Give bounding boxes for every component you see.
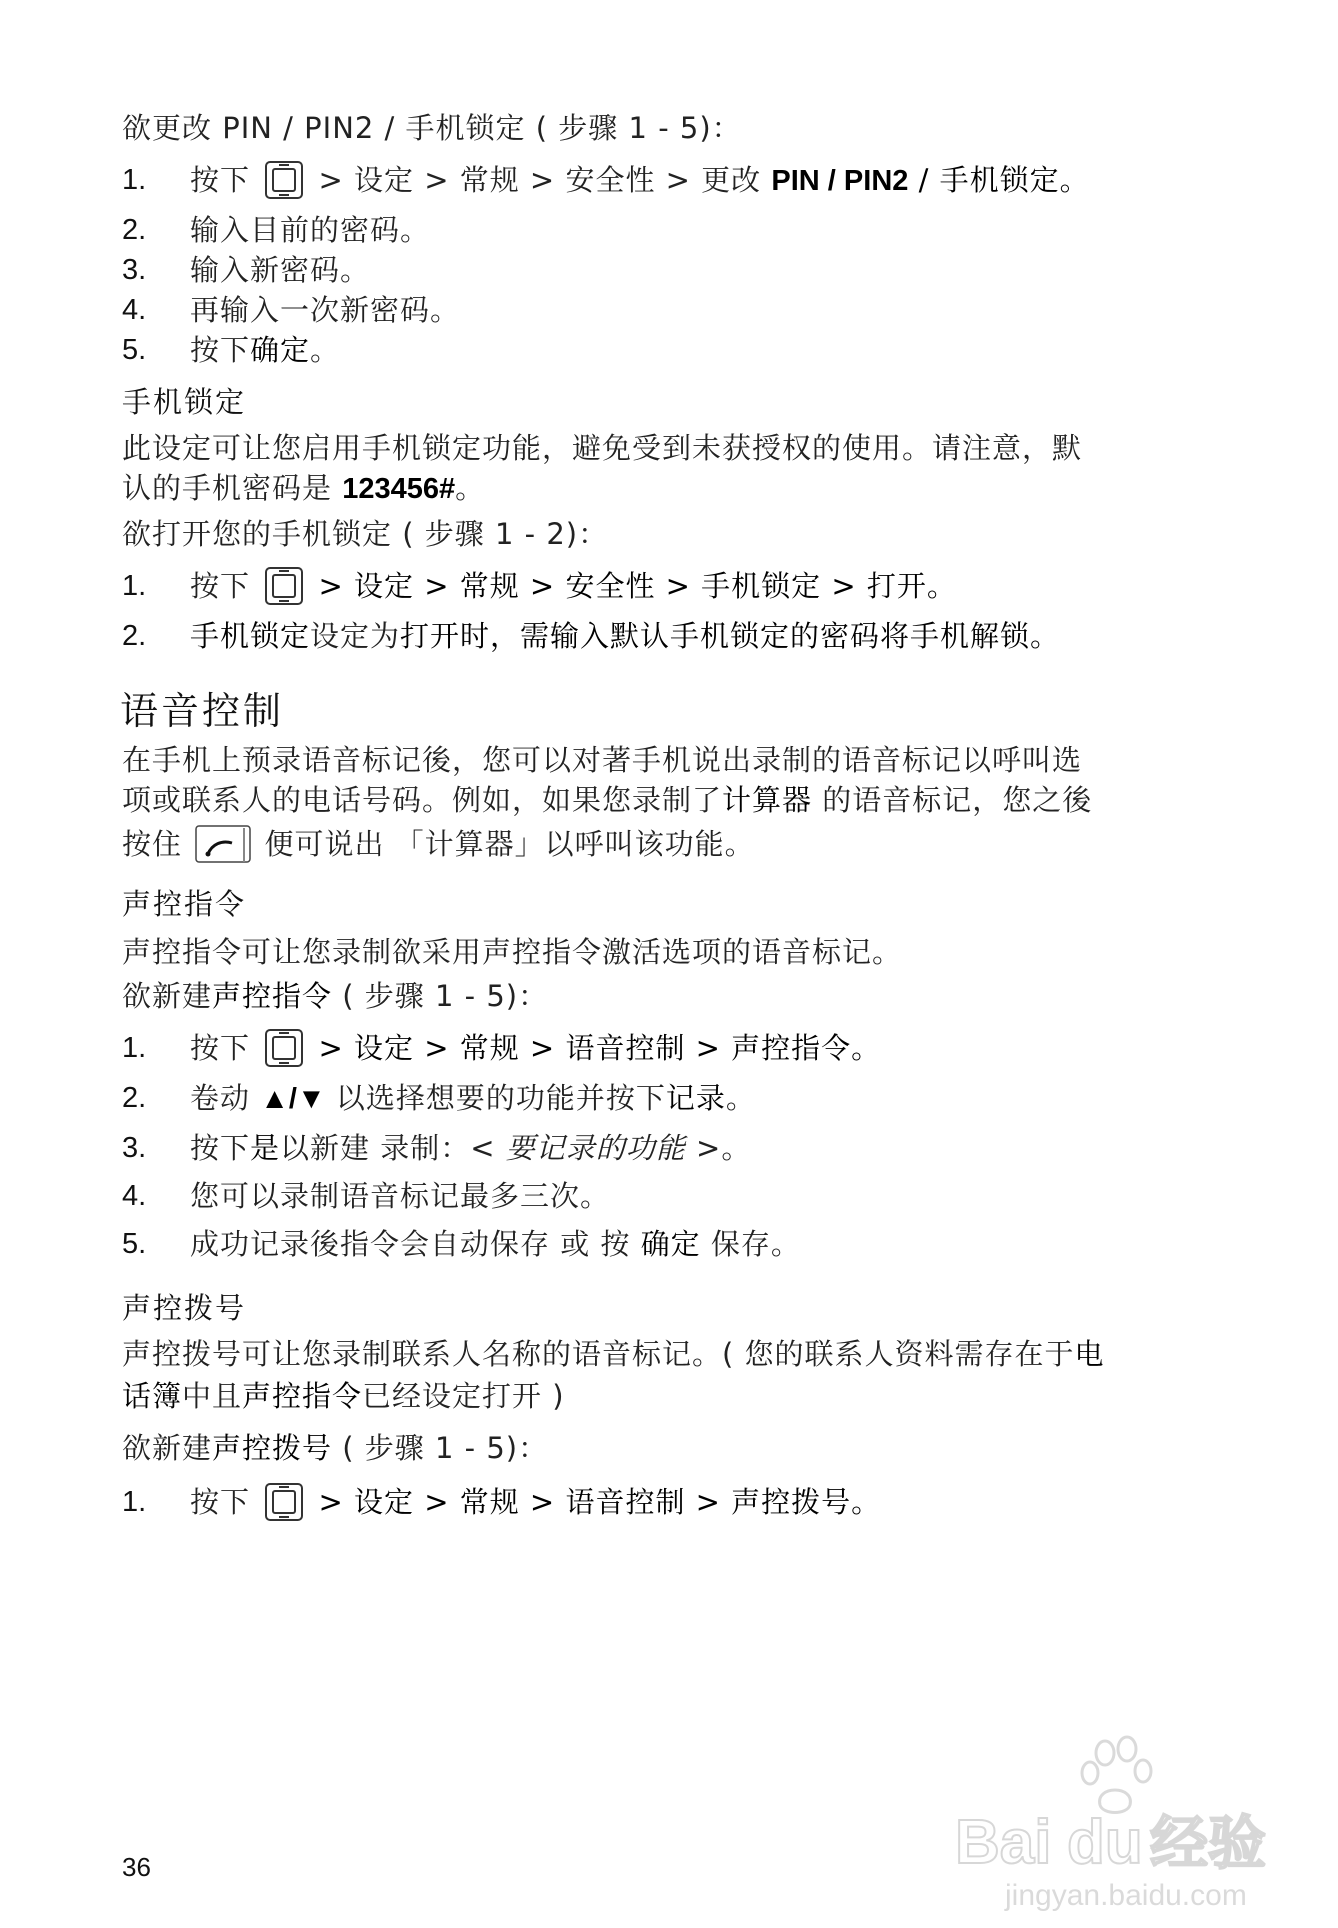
pin-step-3: 输入新密码。	[190, 253, 371, 287]
step-text: 以新建 录制：<	[280, 1131, 506, 1165]
step-keyword: 确定	[250, 333, 311, 367]
step-keyword: 打开	[400, 619, 461, 653]
voice-control-desc-3	[122, 824, 755, 866]
step-number: 4.	[122, 1180, 147, 1212]
step-text: 按下	[190, 163, 251, 197]
intro-text: ( 步骤 1 - 5)：	[332, 1431, 549, 1465]
voice-command-step-2	[190, 1078, 756, 1119]
pin-step-2: 输入目前的密码。	[190, 213, 431, 247]
step-text: > 设定 > 常规 > 语音控制 > 声控拨号。	[318, 1485, 882, 1519]
step-keyword: 确定	[640, 1227, 701, 1261]
voice-dial-intro	[122, 1428, 548, 1468]
desc-keyword: 计算器	[722, 783, 813, 817]
phone-lock-step-2	[190, 616, 1060, 656]
desc-text: 的语音标记，您之後	[812, 783, 1093, 817]
intro-text: 欲新建	[122, 1431, 213, 1465]
intro-text: ( 步骤 1 - 5)：	[332, 979, 549, 1013]
desc-text: 声控拨号可让您录制联系人名称的语音标记。( 您的联系人资料需存在于	[122, 1337, 1075, 1371]
call-key-icon	[194, 824, 252, 864]
step-text: > 设定 > 常规 > 安全性 > 更改	[318, 163, 772, 197]
step-text: 按下	[190, 333, 251, 367]
step-number: 5.	[122, 334, 147, 366]
step-text: 卷动	[190, 1081, 261, 1115]
desc-keyword: 电	[1074, 1337, 1105, 1371]
baidu-watermark-logo	[955, 1735, 1315, 1915]
voice-control-desc-1: 在手机上预录语音标记後，您可以对著手机说出录制的语音标记以呼叫选	[122, 743, 1083, 777]
desc-text: 。	[455, 471, 486, 505]
voice-command-heading: 声控指令	[122, 887, 247, 921]
pin-step-5	[190, 330, 340, 370]
watermark-brand-2: du	[1067, 1808, 1143, 1877]
intro-text: 欲新建	[122, 979, 213, 1013]
step-text: 按下	[190, 1131, 251, 1165]
step-text: > 设定 > 常规 > 语音控制 > 声控指令。	[318, 1031, 882, 1065]
desc-text: 便可说出 「计算器」以呼叫该功能。	[264, 827, 755, 861]
step-text: 按下	[190, 1031, 251, 1065]
arrow-keys: ▲/▼	[260, 1083, 326, 1115]
desc-text: 按住	[122, 827, 183, 861]
watermark-url: jingyan.baidu.com	[1005, 1879, 1247, 1912]
desc-keyword: 声控指令	[242, 1379, 363, 1413]
step-text: 按下	[190, 569, 251, 603]
step-text: > 设定 > 常规 > 安全性 > 手机锁定 > 打开。	[318, 569, 957, 603]
step-number: 1.	[122, 570, 147, 602]
step-text: 时，需输入默认手机锁定的密码将手机解锁。	[460, 619, 1061, 653]
step-number: 4.	[122, 294, 147, 326]
phone-lock-desc-2	[122, 468, 485, 509]
step-text: 成功记录後指令会自动保存 或 按	[190, 1227, 641, 1261]
phone-lock-intro: 欲打开您的手机锁定 ( 步骤 1 - 2)：	[122, 517, 609, 551]
voice-dial-desc-1	[122, 1334, 1105, 1374]
step-text: 。	[725, 1081, 756, 1115]
voice-dial-heading: 声控拨号	[122, 1291, 247, 1325]
menu-key-icon	[264, 1028, 304, 1068]
default-code: 123456#	[342, 473, 456, 505]
step-text: 按下	[190, 1485, 251, 1519]
voice-command-step-1	[190, 1028, 881, 1070]
voice-dial-step-1	[190, 1482, 881, 1524]
step-number: 3.	[122, 1132, 147, 1164]
desc-keyword: 话簿	[122, 1379, 183, 1413]
phone-lock-step-1	[190, 566, 957, 608]
desc-text: 已经设定打开 )	[362, 1379, 565, 1413]
intro-keyword: 声控指令	[212, 979, 333, 1013]
menu-key-icon	[264, 1482, 304, 1522]
desc-text: 项或联系人的电话号码。例如，如果您录制了	[122, 783, 723, 817]
intro-keyword: 声控拨号	[212, 1431, 333, 1465]
step-keyword: 记录	[665, 1081, 726, 1115]
step-number: 2.	[122, 1082, 147, 1114]
pin-step-4: 再输入一次新密码。	[190, 293, 461, 327]
step-text: 保存。	[700, 1227, 801, 1261]
voice-control-title: 语音控制	[120, 689, 285, 733]
paw-icon	[1082, 1737, 1151, 1813]
menu-key-icon	[264, 160, 304, 200]
phone-lock-heading: 手机锁定	[122, 385, 247, 419]
phone-lock-desc-1: 此设定可让您启用手机锁定功能，避免受到未获授权的使用。请注意，默	[122, 431, 1083, 465]
step-number: 5.	[122, 1228, 147, 1260]
desc-text: 中且	[182, 1379, 243, 1413]
menu-key-icon	[264, 566, 304, 606]
pin-intro: 欲更改 PIN / PIN2 / 手机锁定 ( 步骤 1 - 5)：	[122, 111, 742, 145]
step-number: 1.	[122, 164, 147, 196]
step-number: 1.	[122, 1486, 147, 1518]
voice-command-desc: 声控指令可让您录制欲采用声控指令激活选项的语音标记。	[122, 935, 903, 969]
pin-step-1	[190, 160, 1090, 202]
step-italic: 要记录的功能	[505, 1131, 686, 1165]
voice-dial-desc-2	[122, 1376, 565, 1416]
step-keyword: 手机锁定	[190, 619, 311, 653]
step-number: 2.	[122, 214, 147, 246]
voice-command-step-3	[190, 1128, 751, 1168]
voice-command-step-4: 您可以录制语音标记最多三次。	[190, 1179, 611, 1213]
step-text: 。	[310, 333, 341, 367]
step-text: >。	[685, 1131, 752, 1165]
step-number: 3.	[122, 254, 147, 286]
step-number: 2.	[122, 620, 147, 652]
watermark-brand: Bai	[955, 1808, 1052, 1877]
step-text: / 手机锁定。	[908, 163, 1090, 197]
step-text: 以选择想要的功能并按下	[325, 1081, 666, 1115]
voice-command-intro	[122, 976, 548, 1016]
voice-control-desc-2	[122, 780, 1092, 820]
desc-text: 认的手机密码是	[122, 471, 343, 505]
step-bold: PIN / PIN2	[771, 165, 909, 197]
step-text: 设定为	[310, 619, 401, 653]
page-number: 36	[122, 1852, 151, 1882]
step-keyword: 是	[250, 1131, 281, 1165]
watermark-cn: 经验	[1150, 1811, 1267, 1876]
voice-command-step-5	[190, 1224, 801, 1264]
step-number: 1.	[122, 1032, 147, 1064]
